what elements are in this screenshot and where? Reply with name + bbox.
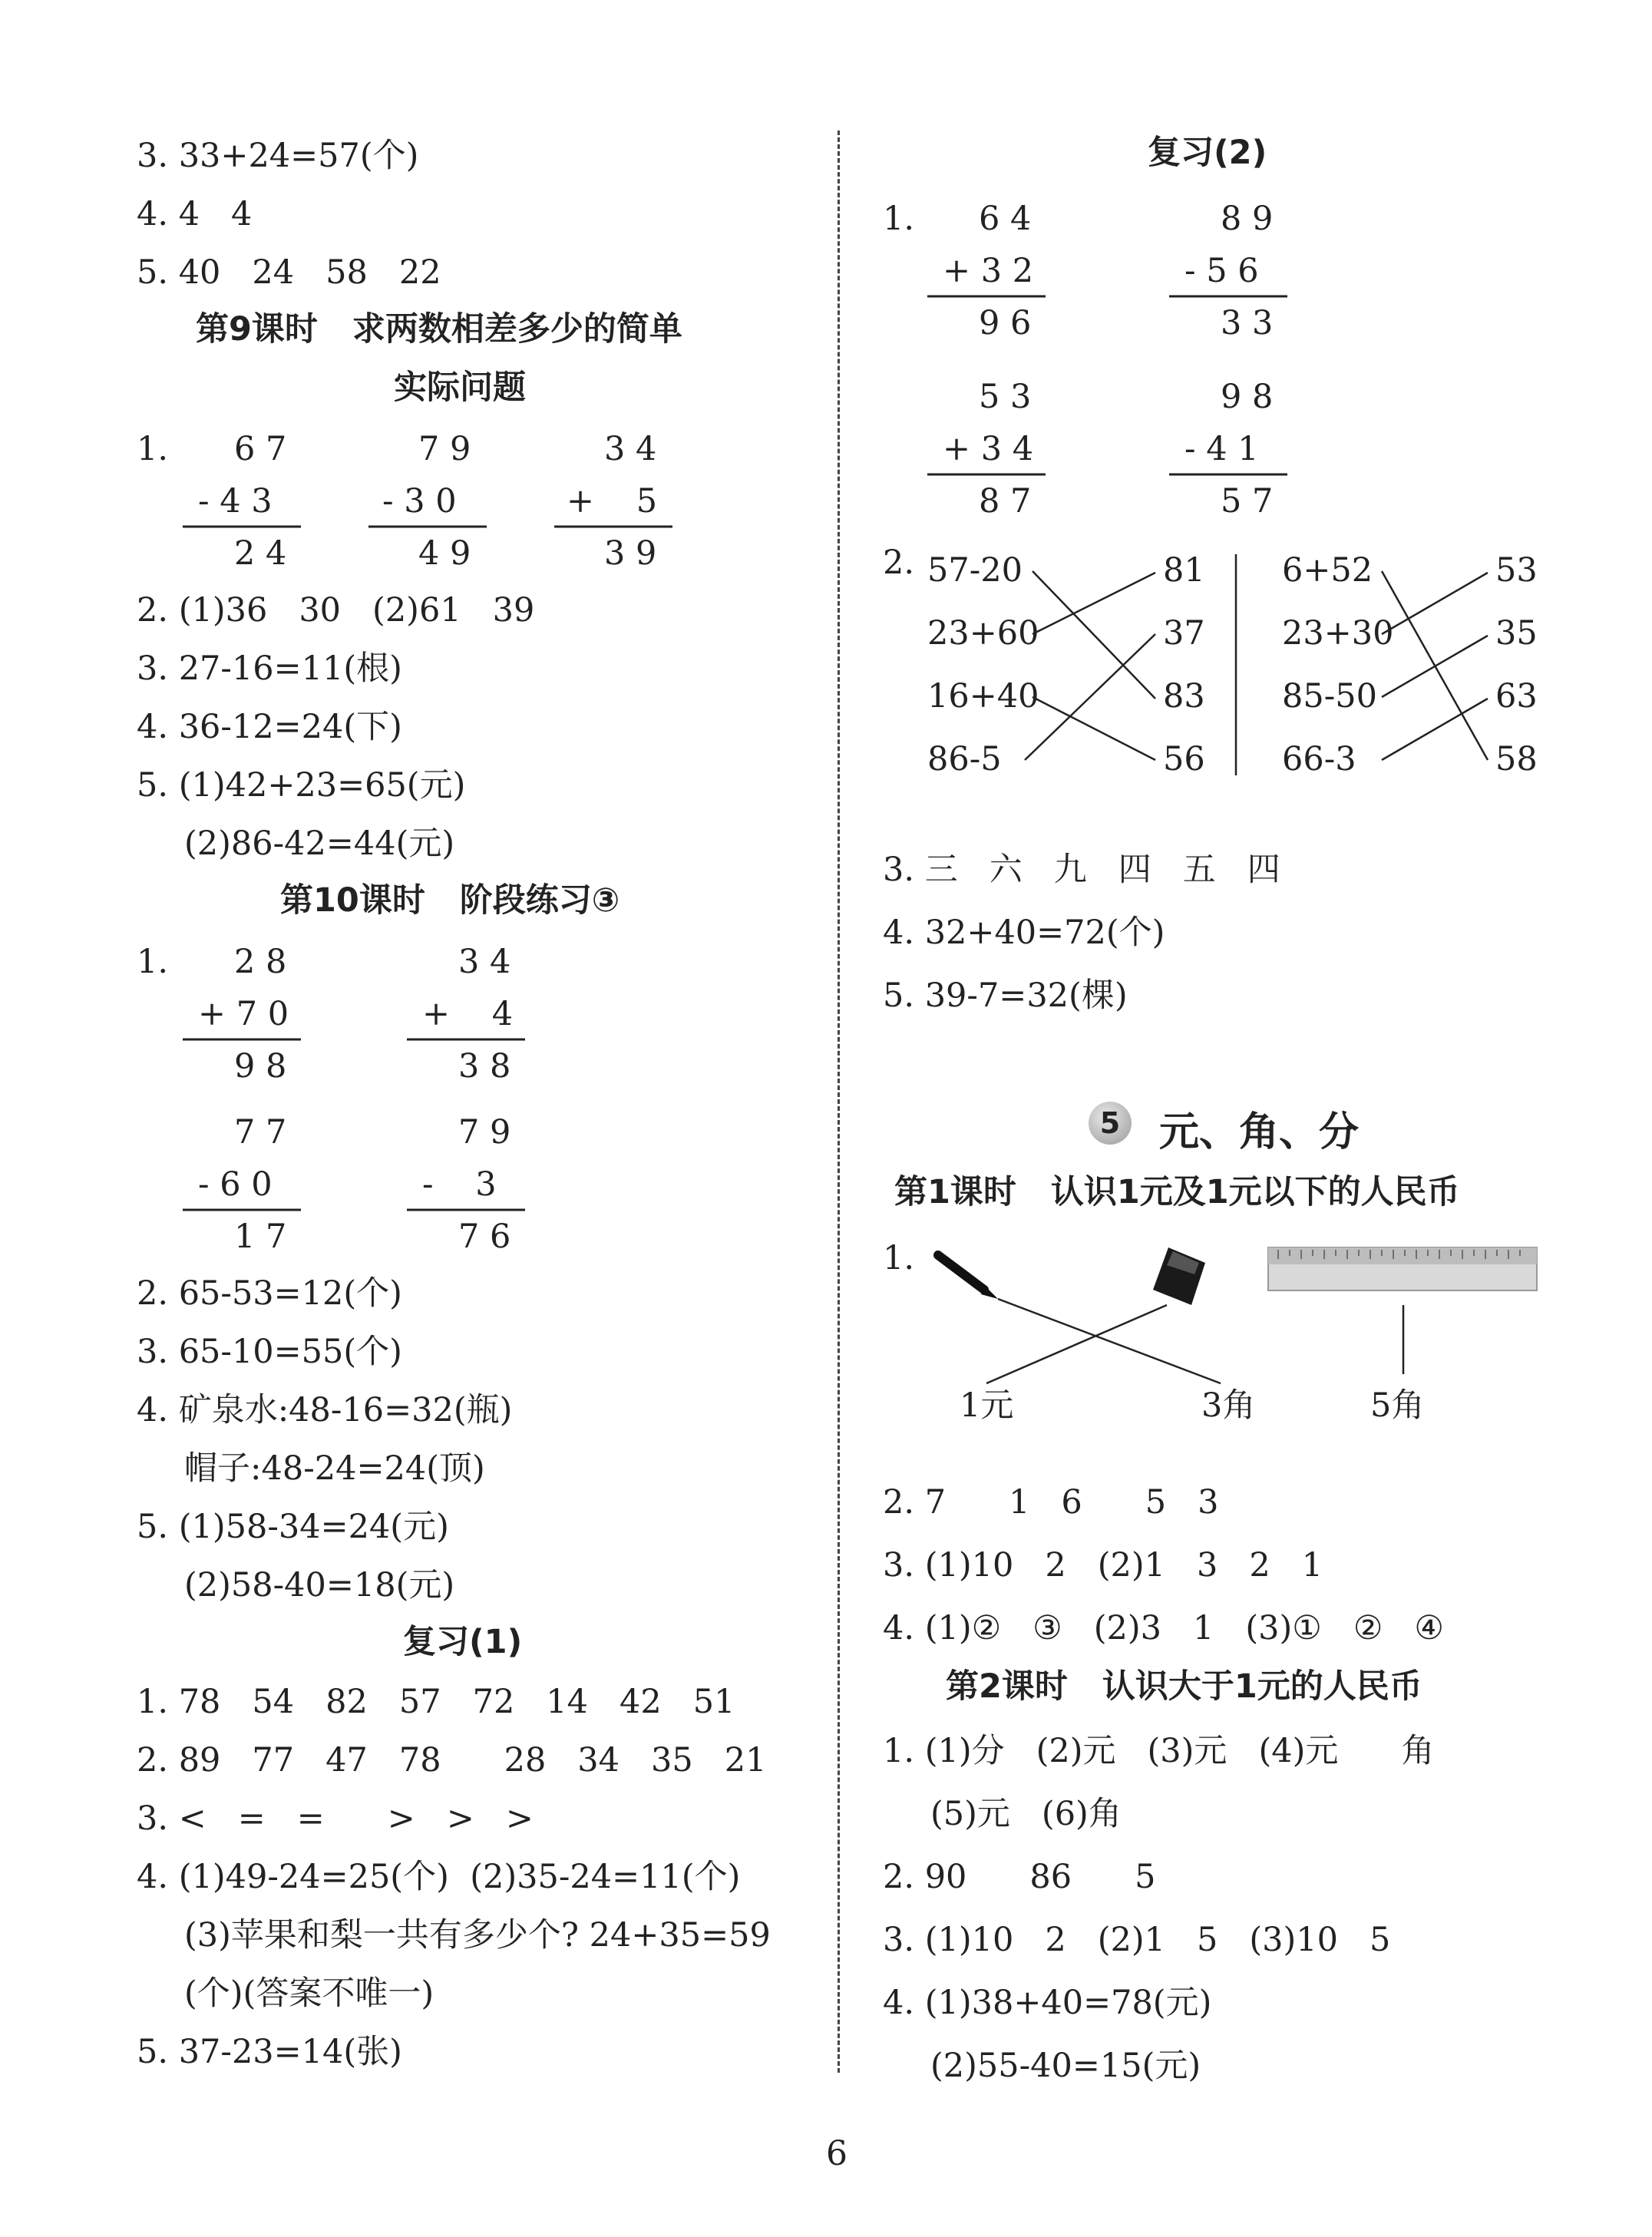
match-expression: 16+40 bbox=[927, 677, 1039, 715]
answer-line: 3. (1)10 2 (2)1 3 2 1 bbox=[883, 1546, 1323, 1584]
lesson-title: 实际问题 bbox=[394, 368, 526, 407]
answer-line: 3. < = = > > > bbox=[137, 1799, 534, 1838]
answer-line: 3. 33+24=57(个) bbox=[137, 137, 419, 175]
answer-line: 3. 三 六 九 四 五 四 bbox=[883, 851, 1280, 889]
match-answer: 81 bbox=[1163, 551, 1205, 590]
match-answer: 35 bbox=[1495, 614, 1538, 653]
pen-icon bbox=[938, 1255, 998, 1299]
answer-line: (2)58-40=18(元) bbox=[184, 1566, 455, 1604]
answer-line: 3. (1)10 2 (2)1 5 (3)10 5 bbox=[883, 1921, 1391, 1959]
answer-line: 4. 36-12=24(下) bbox=[137, 708, 402, 746]
answer-line: 2. 89 77 47 78 28 34 35 21 bbox=[137, 1741, 767, 1779]
answer-line: 4. (1)② ③ (2)3 1 (3)① ② ④ bbox=[883, 1609, 1444, 1647]
answer-line: 2. 7 1 6 5 3 bbox=[883, 1483, 1219, 1522]
vertical-top: 7 9 bbox=[418, 430, 471, 468]
question-label: 1. bbox=[883, 200, 915, 238]
question-label: 2. bbox=[883, 544, 915, 582]
vertical-op: + 3 4 bbox=[943, 430, 1034, 468]
lesson-title: 第9课时 求两数相差多少的简单 bbox=[196, 310, 682, 349]
vertical-top: 7 7 bbox=[234, 1113, 287, 1152]
answer-line: (2)55-40=15(元) bbox=[930, 2047, 1201, 2085]
vertical-result: 9 8 bbox=[234, 1047, 287, 1085]
unit-number-badge: 5 bbox=[1089, 1102, 1132, 1145]
vertical-result: 3 3 bbox=[1221, 304, 1274, 342]
match-line bbox=[1032, 571, 1155, 699]
match-line bbox=[1032, 573, 1155, 634]
lesson-title: 第2课时 认识大于1元的人民币 bbox=[946, 1667, 1422, 1706]
question-label: 1. bbox=[883, 1239, 915, 1277]
money-label: 3角 bbox=[1201, 1386, 1256, 1425]
answer-line: 5. 40 24 58 22 bbox=[137, 253, 441, 292]
vertical-top: 8 9 bbox=[1221, 200, 1274, 238]
answer-line: 2. 65-53=12(个) bbox=[137, 1274, 402, 1313]
unit-title: 元、角、分 bbox=[1159, 1109, 1360, 1155]
vertical-op: + 3 2 bbox=[943, 252, 1034, 290]
vertical-result: 2 4 bbox=[234, 534, 287, 573]
vertical-top: 5 3 bbox=[979, 378, 1032, 416]
vertical-op: - 3 bbox=[422, 1165, 497, 1204]
book-icon bbox=[1153, 1247, 1205, 1305]
vertical-op: + 7 0 bbox=[198, 995, 289, 1033]
vertical-top: 9 8 bbox=[1221, 378, 1274, 416]
answer-line: 3. 27-16=11(根) bbox=[137, 649, 402, 688]
vertical-top: 7 9 bbox=[458, 1113, 511, 1152]
match-expression: 6+52 bbox=[1282, 551, 1373, 590]
match-answer: 53 bbox=[1495, 551, 1538, 590]
lesson-title: 第1课时 认识1元及1元以下的人民币 bbox=[894, 1173, 1460, 1211]
answer-line: (3)苹果和梨一共有多少个? 24+35=59 bbox=[184, 1916, 771, 1954]
vertical-top: 2 8 bbox=[234, 943, 287, 981]
answer-line: 帽子:48-24=24(顶) bbox=[184, 1449, 485, 1488]
answer-line: 5. (1)42+23=65(元) bbox=[137, 766, 466, 805]
answer-line: 3. 65-10=55(个) bbox=[137, 1333, 402, 1371]
vertical-op: - 3 0 bbox=[382, 482, 457, 520]
vertical-result: 3 8 bbox=[458, 1047, 511, 1085]
match-expression: 23+30 bbox=[1282, 614, 1394, 653]
money-label: 1元 bbox=[960, 1386, 1014, 1425]
vertical-op: + 4 bbox=[422, 995, 514, 1033]
match-answer: 37 bbox=[1163, 614, 1205, 653]
vertical-op: - 5 6 bbox=[1184, 252, 1259, 290]
lesson-title: 第10课时 阶段练习③ bbox=[280, 881, 620, 920]
vertical-top: 6 7 bbox=[234, 430, 287, 468]
answer-line: (个)(答案不唯一) bbox=[184, 1974, 434, 2013]
match-expression: 57-20 bbox=[927, 551, 1023, 590]
match-answer: 58 bbox=[1495, 740, 1538, 778]
answer-line: 4. (1)38+40=78(元) bbox=[883, 1984, 1212, 2022]
answer-line: 4. 矿泉水:48-16=32(瓶) bbox=[137, 1391, 513, 1429]
answer-line: 1. 78 54 82 57 72 14 42 51 bbox=[137, 1683, 735, 1721]
money-match-line bbox=[986, 1305, 1167, 1383]
match-line bbox=[1382, 636, 1488, 697]
vertical-top: 6 4 bbox=[979, 200, 1032, 238]
vertical-result: 7 6 bbox=[458, 1218, 511, 1256]
match-line bbox=[1382, 573, 1488, 634]
question-label: 1. bbox=[137, 430, 169, 468]
vertical-result: 3 9 bbox=[604, 534, 657, 573]
answer-line: 5. (1)58-34=24(元) bbox=[137, 1508, 449, 1546]
answer-line: 4. (1)49-24=25(个) (2)35-24=11(个) bbox=[137, 1858, 741, 1896]
page-number: 6 bbox=[826, 2134, 847, 2173]
answer-line: 1. (1)分 (2)元 (3)元 (4)元 角 bbox=[883, 1732, 1435, 1770]
match-line bbox=[1032, 697, 1155, 760]
vertical-result: 5 7 bbox=[1221, 482, 1274, 520]
match-answer: 63 bbox=[1495, 677, 1538, 715]
match-expression: 66-3 bbox=[1282, 740, 1356, 778]
lesson-title: 复习(1) bbox=[403, 1623, 523, 1661]
answer-line: 2. (1)36 30 (2)61 39 bbox=[137, 591, 535, 629]
match-line bbox=[1025, 634, 1155, 760]
vertical-top: 3 4 bbox=[458, 943, 511, 981]
question-label: 1. bbox=[137, 943, 169, 981]
match-answer: 56 bbox=[1163, 740, 1205, 778]
match-expression: 86-5 bbox=[927, 740, 1002, 778]
answer-line: (5)元 (6)角 bbox=[930, 1795, 1122, 1833]
answer-line: 4. 32+40=72(个) bbox=[883, 914, 1165, 952]
vertical-result: 9 6 bbox=[979, 304, 1032, 342]
match-line bbox=[1382, 699, 1488, 760]
match-expression: 85-50 bbox=[1282, 677, 1377, 715]
answer-line: (2)86-42=44(元) bbox=[184, 824, 455, 863]
match-expression: 23+60 bbox=[927, 614, 1039, 653]
vertical-top: 3 4 bbox=[604, 430, 657, 468]
lesson-title: 复习(2) bbox=[1148, 134, 1267, 172]
money-label: 5角 bbox=[1370, 1386, 1425, 1425]
answer-line: 5. 39-7=32(棵) bbox=[883, 976, 1128, 1015]
vertical-op: - 4 1 bbox=[1184, 430, 1259, 468]
match-answer: 83 bbox=[1163, 677, 1205, 715]
money-match-line bbox=[998, 1299, 1221, 1383]
vertical-result: 8 7 bbox=[979, 482, 1032, 520]
vertical-result: 4 9 bbox=[418, 534, 471, 573]
vertical-op: + 5 bbox=[567, 482, 658, 520]
vertical-op: - 4 3 bbox=[198, 482, 273, 520]
answer-line: 4. 4 4 bbox=[137, 195, 253, 233]
answer-line: 5. 37-23=14(张) bbox=[137, 2033, 402, 2071]
vertical-result: 1 7 bbox=[234, 1218, 287, 1256]
vertical-op: - 6 0 bbox=[198, 1165, 273, 1204]
answer-line: 2. 90 86 5 bbox=[883, 1858, 1156, 1896]
